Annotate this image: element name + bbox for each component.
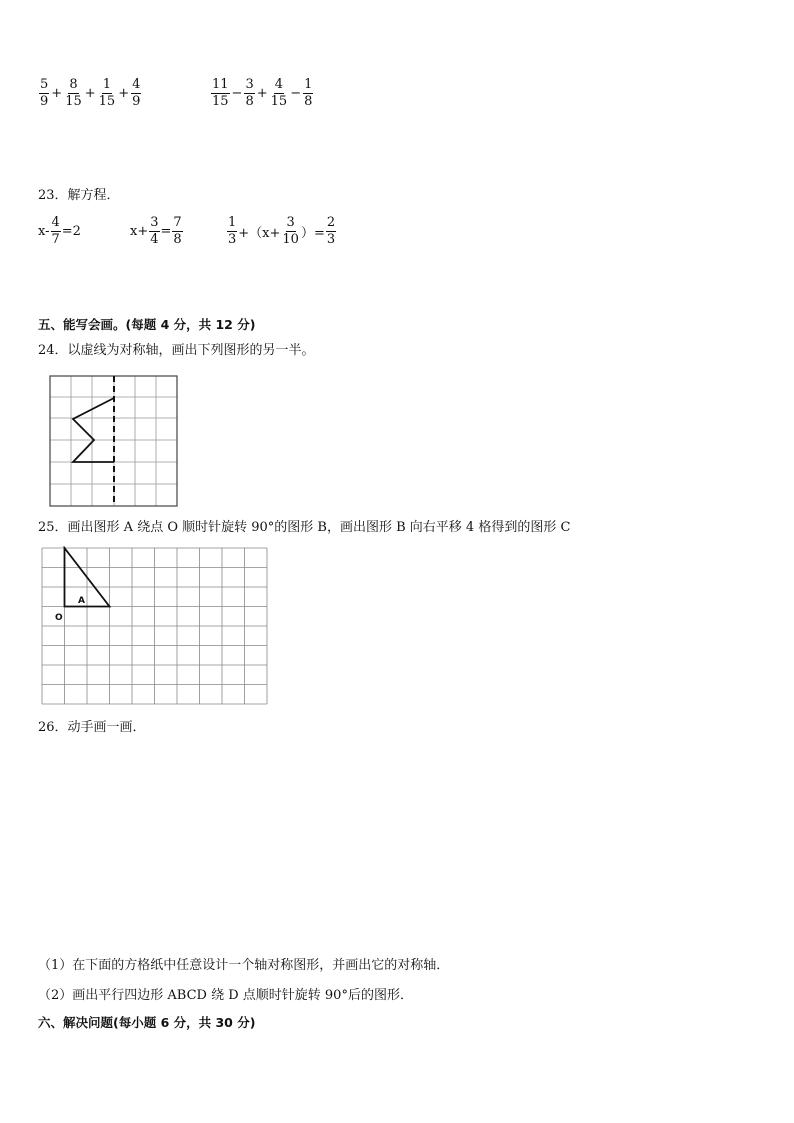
equation-2 [130, 216, 184, 247]
operator: + [84, 86, 96, 101]
fraction [131, 78, 141, 109]
denominator: 9 [132, 94, 141, 109]
equation-text: +（x+ [238, 226, 281, 241]
calc-expression-1 [38, 78, 142, 109]
denominator: 4 [150, 232, 159, 247]
numerator: 2 [326, 215, 336, 230]
fraction [227, 216, 237, 247]
equation-3 [226, 216, 337, 247]
equation-text: x- [38, 224, 50, 239]
fraction [64, 78, 83, 109]
symmetry-grid-figure [48, 374, 180, 508]
numerator: 5 [40, 77, 49, 92]
label-a: A [78, 596, 85, 606]
fraction [172, 216, 182, 247]
fraction [326, 216, 336, 247]
fraction [149, 216, 159, 247]
fraction [39, 78, 49, 109]
fraction [211, 78, 230, 109]
question-26-title: 26．动手画一画． [38, 720, 146, 735]
numerator: 1 [102, 77, 112, 92]
grid-lines [42, 548, 267, 704]
denominator: 7 [51, 232, 60, 247]
denominator: 8 [304, 94, 313, 109]
half-figure [73, 398, 114, 462]
numerator: 8 [69, 77, 78, 92]
equation-text: ）= [300, 226, 325, 241]
numerator: 11 [212, 77, 229, 92]
numerator: 3 [286, 215, 295, 230]
section-6-heading: 六、解决问题(每小题 6 分，共 30 分) [38, 1015, 256, 1030]
denominator: 15 [98, 94, 116, 109]
denominator: 3 [326, 232, 336, 247]
equation-text: = [160, 224, 172, 239]
fraction [244, 78, 254, 109]
numerator: 3 [245, 77, 254, 92]
fraction [281, 216, 300, 247]
fraction [303, 78, 313, 109]
denominator: 8 [173, 232, 182, 247]
numerator: 4 [132, 77, 141, 92]
denominator: 8 [245, 94, 254, 109]
numerator: 1 [228, 215, 237, 230]
denominator: 10 [282, 232, 299, 247]
numerator: 1 [304, 77, 313, 92]
question-23-title: 23．解方程． [38, 188, 120, 203]
equation-text: =2 [61, 224, 81, 239]
fraction [98, 78, 117, 109]
label-o: O [55, 613, 63, 623]
operator: + [51, 86, 63, 101]
question-26-part-1: （1）在下面的方格纸中任意设计一个轴对称图形，并画出它的对称轴． [38, 958, 450, 973]
denominator: 15 [65, 94, 82, 109]
denominator: 15 [212, 94, 229, 109]
operator: − [290, 86, 302, 101]
operator: + [118, 86, 130, 101]
operator: − [231, 86, 243, 101]
numerator: 3 [150, 215, 159, 230]
section-5-heading: 五、能写会画。(每题 4 分，共 12 分) [38, 317, 256, 332]
numerator: 4 [51, 215, 60, 230]
denominator: 3 [228, 232, 237, 247]
calc-expression-2 [210, 78, 314, 109]
equation-1 [38, 216, 81, 247]
question-24-title: 24．以虚线为对称轴，画出下列图形的另一半。 [38, 343, 315, 358]
numerator: 4 [274, 77, 284, 92]
denominator: 9 [40, 94, 49, 109]
equation-text: x+ [130, 224, 149, 239]
numerator: 7 [173, 215, 182, 230]
operator: + [256, 86, 268, 101]
question-25-title: 25．画出图形 A 绕点 O 顺时针旋转 90°的图形 B，画出图形 B 向右平移 4 格得到的图形 C [38, 520, 571, 535]
rotation-grid-figure [40, 546, 270, 708]
fraction [270, 78, 289, 109]
denominator: 15 [270, 94, 288, 109]
fraction [51, 216, 61, 247]
question-26-part-2: （2）画出平行四边形 ABCD 绕 D 点顺时针旋转 90°后的图形． [38, 988, 413, 1003]
